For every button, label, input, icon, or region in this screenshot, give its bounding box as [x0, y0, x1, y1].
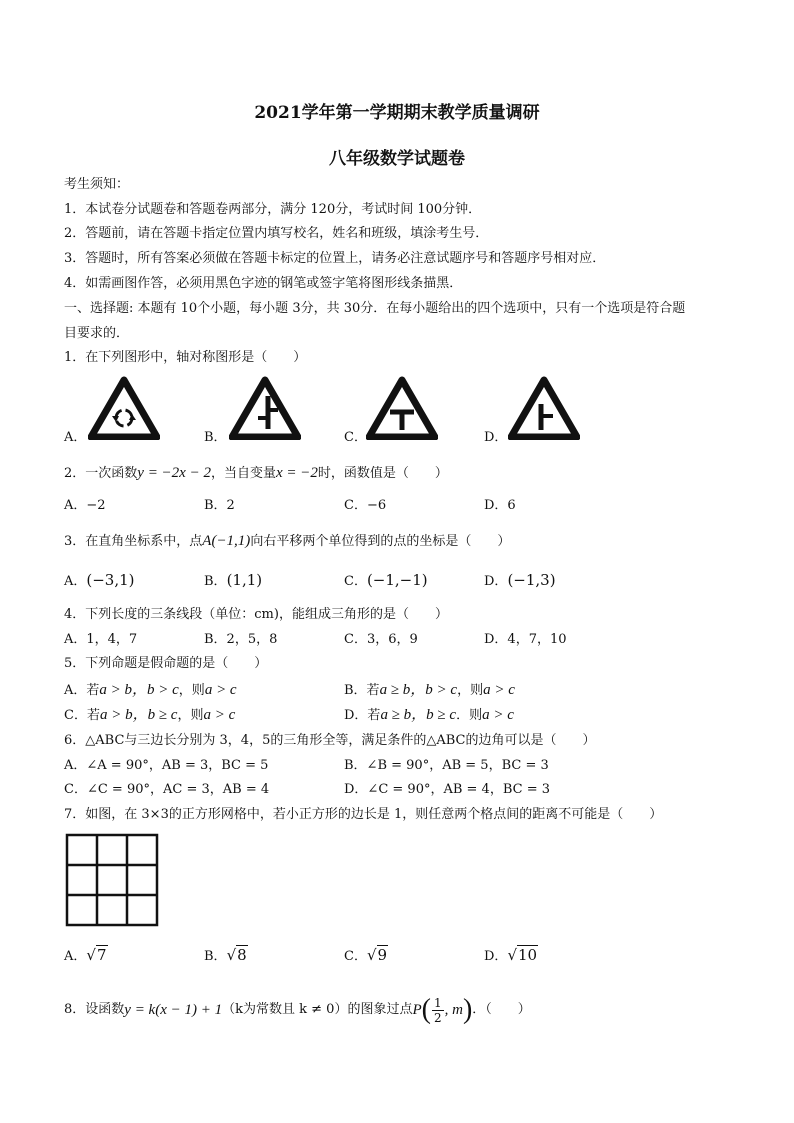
option-c: C．−6 — [344, 498, 387, 513]
option-label: D． — [484, 430, 508, 445]
then-word: ，则 — [178, 683, 205, 698]
option-a — [64, 572, 135, 590]
function-formula: y = k(x − 1) + 1 — [124, 1002, 223, 1018]
then-word: ．则 — [456, 708, 483, 723]
sqrt-icon: √ — [226, 946, 237, 964]
question-4-stem: 4．下列长度的三条线段（单位：cm)，能组成三角形的是（ ） — [64, 607, 448, 622]
page-subtitle: 八年级数学试题卷 — [329, 149, 465, 169]
radicand: 8 — [237, 946, 247, 964]
question-3-stem — [64, 533, 510, 550]
option-a: A．∠A = 90°，AB = 3，BC = 5 — [64, 758, 269, 773]
fraction-numerator: 1 — [433, 995, 442, 1010]
question-2-stem — [64, 465, 448, 482]
option-label: A． — [64, 430, 87, 445]
notice-item: 1．本试卷分试题卷和答题卷两部分，满分 120分，考试时间 100分钟． — [64, 202, 482, 217]
option-label: D．若 — [344, 708, 381, 723]
option-a — [64, 947, 108, 965]
option-label: D． — [484, 574, 508, 589]
stem-text: 时，函数值是（ ） — [317, 466, 448, 481]
option-label: C．若 — [64, 708, 100, 723]
notice-item: 4．如需画图作答，必须用黑色字迹的钢笔或签字笔将图形线条描黑． — [64, 276, 463, 291]
option-c — [344, 947, 388, 965]
option-label: D． — [484, 949, 508, 964]
notice-heading: 考生须知： — [64, 177, 130, 192]
variable-condition: x = −2 — [275, 465, 318, 481]
option-label: B． — [204, 574, 227, 589]
option-b: B．∠B = 90°，AB = 5，BC = 3 — [344, 758, 549, 773]
stem-text: 8．设函数 — [64, 1002, 125, 1017]
function-formula: y = −2x − 2 — [137, 465, 211, 481]
question-1-stem: 1．在下列图形中，轴对称图形是（ ） — [64, 350, 307, 365]
section-heading-cont: 目要求的． — [64, 326, 130, 341]
notice-item: 2．答题前，请在答题卡指定位置内填写校名，姓名和班级，填涂考生号． — [64, 226, 489, 241]
question-5-stem: 5．下列命题是假命题的是（ ） — [64, 656, 268, 671]
fraction-denominator: 2 — [433, 1010, 442, 1025]
radicand: 9 — [377, 946, 388, 964]
point-name: P — [412, 1002, 422, 1018]
option-label: B．若 — [344, 683, 380, 698]
option-value: (−1,−1) — [366, 571, 428, 589]
option-a — [64, 682, 237, 699]
option-value: (−3,1) — [86, 571, 135, 589]
grid-3x3-figure — [64, 832, 160, 928]
notice-item: 3．答题时，所有答案必须做在答题卡标定的位置上，请务必注意试题序号和答题序号相对应． — [64, 251, 606, 266]
option-label: C． — [344, 949, 367, 964]
option-b — [344, 682, 515, 699]
option-label: A． — [64, 574, 87, 589]
option-d: D．4，7，10 — [484, 632, 567, 647]
option-value: (−1,3) — [507, 571, 556, 589]
option-c: C．∠C = 90°，AC = 3，AB = 4 — [64, 782, 270, 797]
sqrt-icon: √ — [86, 946, 96, 964]
stem-text: ．（ ） — [472, 1002, 531, 1017]
point-rest: , m — [444, 1002, 463, 1018]
option-b — [204, 947, 248, 965]
sqrt-icon: √ — [366, 946, 377, 964]
question-7-stem: 7．如图，在 3×3的正方形网格中，若小正方形的边长是 1，则任意两个格点间的距离不可能是（ ） — [64, 807, 663, 822]
left-paren: ( — [421, 994, 431, 1025]
option-a: A．1，4，7 — [64, 632, 138, 647]
then-word: ，则 — [177, 708, 204, 723]
section-heading: 一、选择题: 本题有 10个小题，每小题 3分，共 30分．在每小题给出的四个选项中，只有一个选项是符合题 — [64, 301, 686, 316]
option-d: D．6 — [484, 498, 516, 513]
option-b: B．2，5，8 — [204, 632, 278, 647]
option-label: C． — [344, 430, 367, 445]
side-road-sign-icon — [508, 376, 580, 440]
stem-text: 3．在直角坐标系中，点 — [64, 534, 203, 549]
right-paren: ) — [462, 994, 473, 1025]
t-junction-sign-icon — [366, 376, 438, 440]
condition: a ≥ b，b > c — [379, 682, 458, 698]
condition: a ≥ b，b ≥ c — [380, 707, 457, 723]
option-c — [344, 572, 428, 590]
option-d — [484, 947, 538, 965]
condition: a > b，b > c — [99, 682, 179, 698]
option-a: A．−2 — [64, 498, 106, 513]
option-label: C． — [344, 574, 367, 589]
radicand: 10 — [518, 946, 538, 964]
result: a > c — [204, 682, 237, 698]
fraction — [432, 996, 444, 1025]
radicand: 7 — [96, 946, 107, 964]
option-d: D．∠C = 90°，AB = 4，BC = 3 — [344, 782, 551, 797]
then-word: ，则 — [457, 683, 484, 698]
option-b: B．2 — [204, 498, 235, 513]
stem-text: 向右平移两个单位得到的点的坐标是（ ） — [250, 534, 511, 549]
sqrt-icon: √ — [507, 946, 517, 964]
option-c — [64, 707, 235, 724]
roundabout-sign-icon — [88, 376, 160, 440]
option-label: B． — [204, 949, 227, 964]
option-b — [204, 572, 262, 590]
stem-text: （k为常数且 k ≠ 0）的图象过点 — [222, 1002, 413, 1017]
option-label: B． — [204, 430, 227, 445]
option-d — [484, 572, 556, 590]
option-label: A． — [64, 949, 87, 964]
staggered-junction-sign-icon — [229, 376, 301, 440]
option-d — [344, 707, 514, 724]
result: a > c — [482, 707, 514, 723]
option-value: (1,1) — [226, 571, 263, 589]
option-c: C．3，6，9 — [344, 632, 418, 647]
page-title: 2021学年第一学期期末教学质量调研 — [254, 103, 540, 123]
point-a: A(−1,1) — [202, 533, 251, 549]
stem-text: ，当自变量 — [210, 466, 276, 481]
result: a > c — [483, 682, 515, 698]
result: a > c — [203, 707, 236, 723]
question-8-stem — [64, 990, 531, 1030]
question-6-stem: 6．△ABC与三边长分别为 3，4，5的三角形全等，满足条件的△ABC的边角可以是（ ） — [64, 733, 596, 748]
stem-text: 2．一次函数 — [64, 466, 138, 481]
condition: a > b，b ≥ c — [99, 707, 178, 723]
option-label: A．若 — [64, 683, 100, 698]
